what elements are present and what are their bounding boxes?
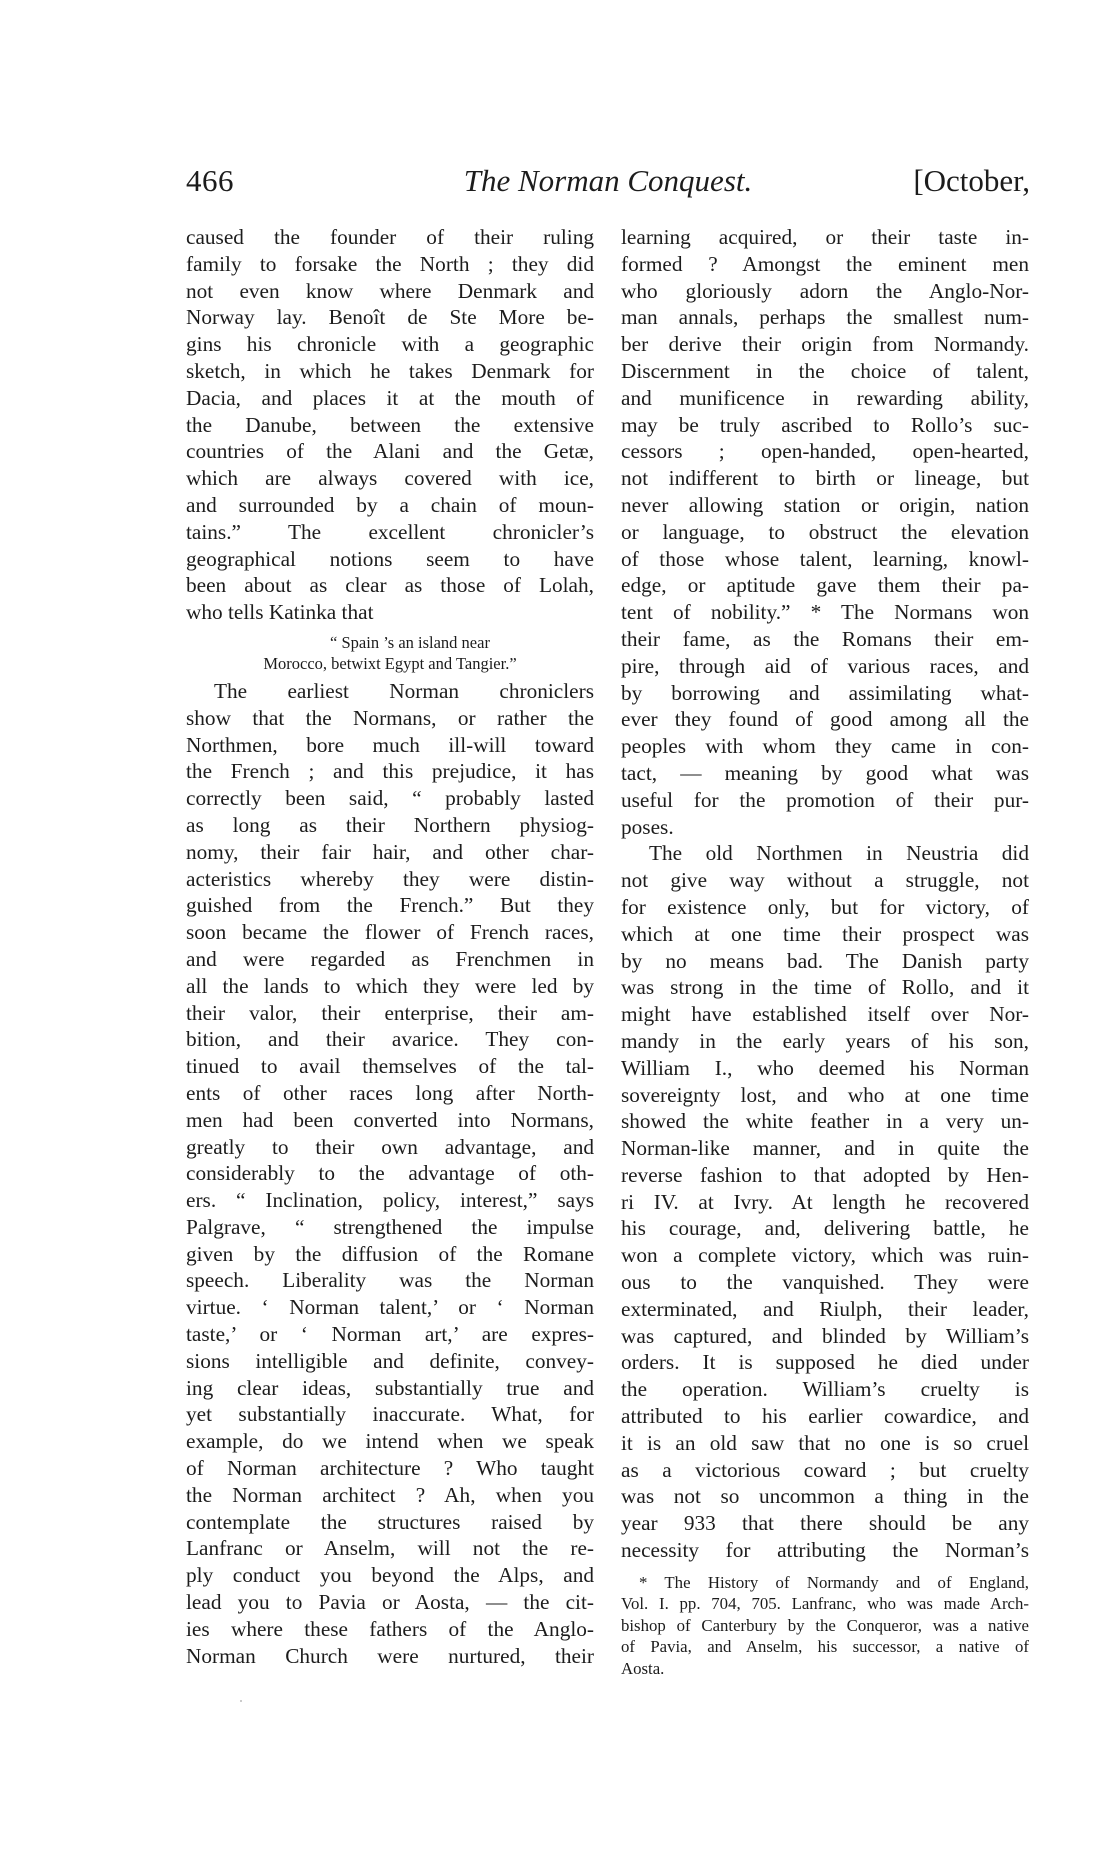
text-line: ies where these fathers of the Anglo- [186,1616,594,1641]
footnote [621,1572,1029,1680]
text-line: The old Northmen in Neustria did [649,841,1029,866]
text-line: as long as their Northern physiog- [186,812,594,837]
text-line: The earliest Norman chroniclers [214,678,594,703]
text-line: which at one time their prospect was [621,921,1029,946]
footnote-line: Aosta. [621,1658,665,1678]
text-line: yet substantially inaccurate. What, for [186,1402,594,1427]
text-line: tact, — meaning by good what was [621,760,1029,785]
page-number: 466 [186,163,234,198]
text-line: example, do we intend when we speak [186,1429,594,1454]
text-line: countries of the Alani and the Getæ, [186,439,594,464]
text-line: cessors ; open-handed, open-hearted, [621,439,1029,464]
text-line: ri IV. at Ivry. At length he recovered [621,1189,1029,1214]
text-line: Dacia, and places it at the mouth of [186,385,594,410]
text-line: ents of other races long after North- [186,1080,594,1105]
text-line: necessity for attributing the Norman’s [621,1538,1029,1563]
text-line: speech. Liberality was the Norman [186,1268,594,1293]
text-line: ous to the vanquished. They were [621,1270,1029,1295]
text-line: gins his chronicle with a geographic [186,332,594,357]
text-line: attributed to his earlier cowardice, and [621,1404,1029,1429]
text-line: greatly to their own advantage, and [186,1134,594,1159]
text-line: ers. “ Inclination, policy, interest,” says [186,1188,594,1213]
text-line: of Norman architecture ? Who taught [186,1456,594,1481]
text-line: Norman Church were nurtured, their [186,1643,594,1668]
text-line: tains.” The excellent chronicler’s [186,519,594,544]
left-column [186,224,594,1669]
text-line: sovereignty lost, and who at one time [621,1082,1029,1107]
text-line: as a victorious coward ; but cruelty [621,1457,1029,1482]
text-line: geographical notions seem to have [186,546,594,571]
text-line: all the lands to which they were led by [186,973,594,998]
paper-speck [240,1700,242,1702]
text-line: by no means bad. The Danish party [621,948,1029,973]
quote-line: Morocco, betwixt Egypt and Tangier.” [263,653,517,673]
text-line: for existence only, but for victory, of [621,894,1029,919]
text-line: was strong in the time of Rollo, and it [621,975,1029,1000]
text-line: peoples with whom they came in con- [621,734,1029,759]
text-line: exterminated, and Riulph, their leader, [621,1296,1029,1321]
text-line: given by the diffusion of the Romane [186,1241,594,1266]
text-line: and were regarded as Frenchmen in [186,946,594,971]
text-line: Norman-like manner, and in quite the [621,1136,1029,1161]
text-line: who tells Katinka that [186,600,374,625]
text-line: contemplate the structures raised by [186,1509,594,1534]
text-line: man annals, perhaps the smallest num- [621,305,1029,330]
text-line: taste,’ or ‘ Norman art,’ are expres- [186,1322,594,1347]
text-line: nomy, their fair hair, and other char- [186,839,594,864]
text-line: learning acquired, or their taste in- [621,225,1029,249]
text-line: which are always covered with ice, [186,466,594,491]
text-line: tinued to avail themselves of the tal- [186,1054,594,1079]
text-line: their valor, their enterprise, their am- [186,1000,594,1025]
text-line: lead you to Pavia or Aosta, — the cit- [186,1590,594,1615]
text-line: sions intelligible and definite, convey- [186,1348,594,1373]
text-line: useful for the promotion of their pur- [621,787,1029,812]
text-line: who gloriously adorn the Anglo-Nor- [621,278,1029,303]
text-line: not indifferent to birth or lineage, but [621,466,1029,491]
text-line: may be truly ascribed to Rollo’s suc- [621,412,1029,437]
text-line: ever they found of good among all the [621,707,1029,732]
text-line: Palgrave, “ strengthened the impulse [186,1214,594,1239]
text-line: ing clear ideas, substantially true and [186,1375,594,1400]
text-line: guished from the French.” But they [186,893,594,918]
text-line: caused the founder of their ruling [186,225,594,249]
footnote-line: of Pavia, and Anselm, his successor, a native of [621,1637,1029,1657]
text-line: mandy in the early years of his son, [621,1028,1029,1053]
text-line: William I., who deemed his Norman [621,1055,1029,1080]
text-line: considerably to the advantage of oth- [186,1161,594,1186]
footnote-line: Vol. I. pp. 704, 705. Lanfranc, who was made Arch- [621,1594,1029,1614]
text-line: showed the white feather in a very un- [621,1109,1029,1134]
text-line: formed ? Amongst the eminent men [621,251,1029,276]
text-line: or language, to obstruct the elevation [621,519,1029,544]
text-line: the Norman architect ? Ah, when you [186,1482,594,1507]
text-line: orders. It is supposed he died under [621,1350,1029,1375]
text-line: Norway lay. Benoît de Ste More be- [186,305,594,330]
verse-quote [186,632,594,674]
text-line: men had been converted into Normans, [186,1107,594,1132]
text-line: their fame, as the Romans their em- [621,626,1029,651]
text-line: virtue. ‘ Norman talent,’ or ‘ Norman [186,1295,594,1320]
paragraph [621,224,1029,840]
running-title: The Norman Conquest. [463,163,753,198]
text-line: not even know where Denmark and [186,278,594,303]
text-line: never allowing station or origin, nation [621,492,1029,517]
text-line: year 933 that there should be any [621,1511,1029,1536]
text-line: soon became the flower of French races, [186,920,594,945]
running-month: [October, [913,163,1030,198]
text-line: show that the Normans, or rather the [186,705,594,730]
paragraph [186,224,594,626]
text-line: won a complete victory, which was ruin- [621,1243,1029,1268]
text-line: and munificence in rewarding ability, [621,385,1029,410]
text-line: was captured, and blinded by William’s [621,1323,1029,1348]
paragraph [186,678,594,1669]
text-line: the Danube, between the extensive [186,412,594,437]
text-line: family to forsake the North ; they did [186,251,594,276]
text-line: bition, and their avarice. They con- [186,1027,594,1052]
running-head [186,163,1030,203]
text-line: ber derive their origin from Normandy. [621,332,1029,357]
text-line: been about as clear as those of Lolah, [186,573,594,598]
text-line: it is an old saw that no one is so cruel [621,1430,1029,1455]
footnote-line: bishop of Canterbury by the Conqueror, was a native [621,1615,1029,1635]
quote-line: “ Spain ’s an island near [330,632,490,652]
text-line: sketch, in which he takes Denmark for [186,358,594,383]
text-line: the French ; and this prejudice, it has [186,759,594,784]
text-line: Northmen, bore much ill-will toward [186,732,594,757]
text-line: tent of nobility.” * The Normans won [621,600,1029,625]
text-line: his courage, and, delivering battle, he [621,1216,1029,1241]
text-line: was not so uncommon a thing in the [621,1484,1029,1509]
text-line: correctly been said, “ probably lasted [186,786,594,811]
text-line: Lanfranc or Anselm, will not the re- [186,1536,594,1561]
right-column [621,224,1029,1679]
text-line: pire, through aid of various races, and [621,653,1029,678]
text-line: of those whose talent, learning, knowl- [621,546,1029,571]
text-line: ply conduct you beyond the Alps, and [186,1563,594,1588]
text-line: acteristics whereby they were distin- [186,866,594,891]
text-line: not give way without a struggle, not [621,868,1029,893]
footnote-line: * The History of Normandy and of England, [639,1572,1029,1592]
text-line: Discernment in the choice of talent, [621,358,1029,383]
text-line: might have established itself over Nor- [621,1002,1029,1027]
text-line: the operation. William’s cruelty is [621,1377,1029,1402]
text-line: and surrounded by a chain of moun- [186,492,594,517]
text-line: by borrowing and assimilating what- [621,680,1029,705]
text-line: reverse fashion to that adopted by Hen- [621,1162,1029,1187]
text-line: poses. [621,814,674,839]
paragraph [621,840,1029,1564]
text-line: edge, or aptitude gave them their pa- [621,573,1029,598]
